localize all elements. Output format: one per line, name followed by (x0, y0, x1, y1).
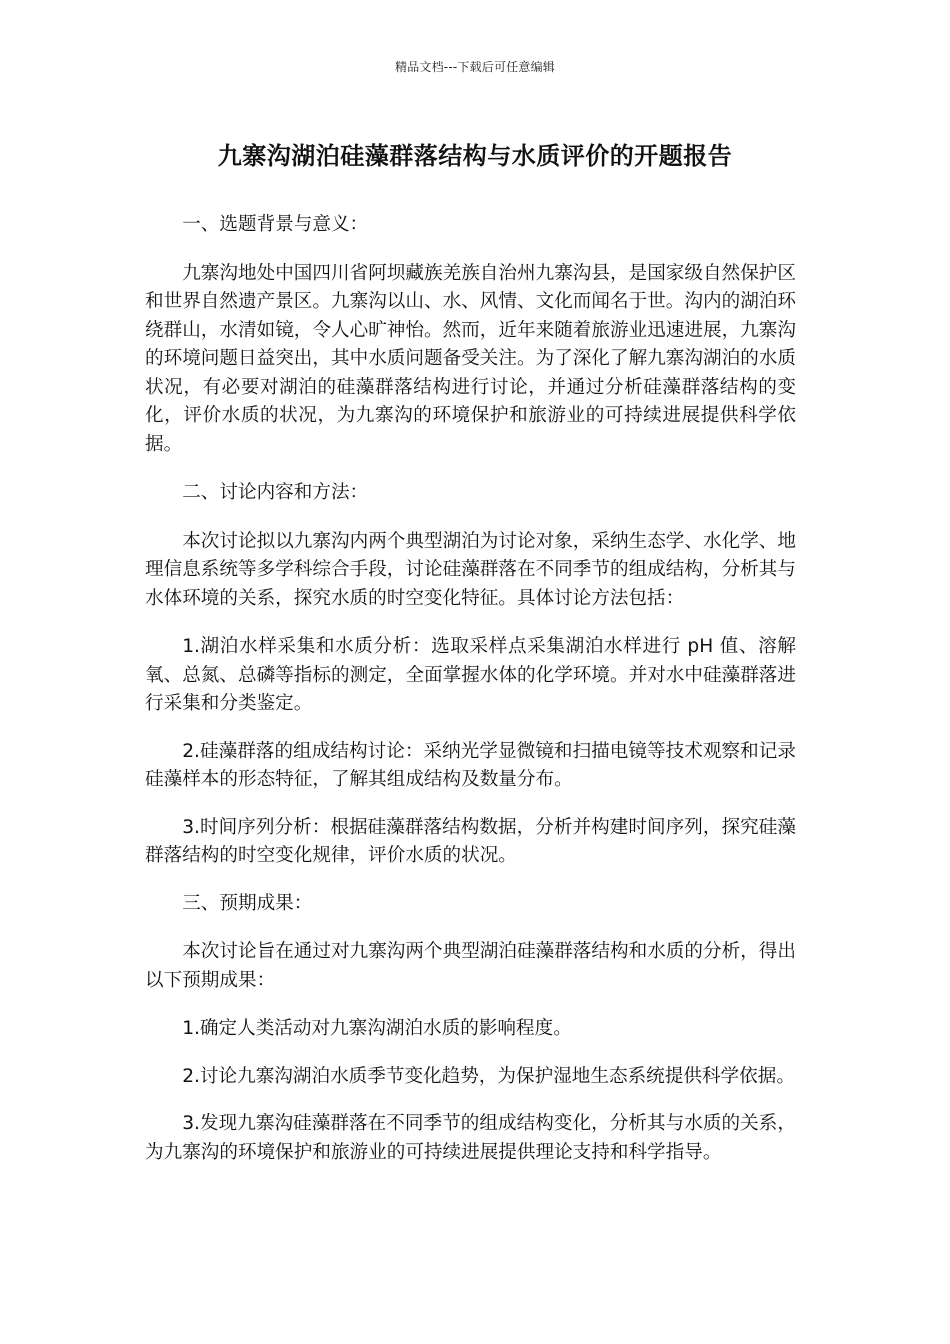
method-item-2: 2.硅藻群落的组成结构讨论：采纳光学显微镜和扫描电镜等技术观察和记录硅藻样本的形态特征，了解其组成结构及数量分布。 (145, 740, 796, 790)
section-heading-methods: 二、讨论内容和方法： (182, 482, 369, 503)
paragraph-results-intro: 本次讨论旨在通过对九寨沟两个典型湖泊硅藻群落结构和水质的分析，得出以下预期成果： (145, 941, 796, 991)
paragraph-methods-intro: 本次讨论拟以九寨沟内两个典型湖泊为讨论对象，采纳生态学、水化学、地理信息系统等多学科综合手段，讨论硅藻群落在不同季节的组成结构，分析其与水体环境的关系，探究水质的时空变化特征。具体讨论方法包括： (145, 530, 796, 609)
paragraph-background: 九寨沟地处中国四川省阿坝藏族羌族自治州九寨沟县，是国家级自然保护区和世界自然遗产景区。九寨沟以山、水、风情、文化而闻名于世。沟内的湖泊环绕群山，水清如镜，令人心旷神怡。然而，近年来随着旅游业迅速进展，九寨沟的环境问题日益突出，其中水质问题备受关注。为了深化了解九寨沟湖泊的水质状况，有必要对湖泊的硅藻群落结构进行讨论，并通过分析硅藻群落结构的变化，评价水质的状况，为九寨沟的环境保护和旅游业的可持续进展提供科学依据。 (145, 262, 796, 455)
document-body (145, 211, 796, 1186)
result-item-3: 3.发现九寨沟硅藻群落在不同季节的组成结构变化，分析其与水质的关系，为九寨沟的环境保护和旅游业的可持续进展提供理论支持和科学指导。 (145, 1113, 796, 1163)
result-item-1: 1.确定人类活动对九寨沟湖泊水质的影响程度。 (182, 1018, 572, 1039)
method-item-1: 1.湖泊水样采集和水质分析：选取采样点采集湖泊水样进行 pH 值、溶解氧、总氮、总磷等指标的测定，全面掌握水体的化学环境。并对水中硅藻群落进行采集和分类鉴定。 (145, 636, 796, 714)
result-item-2: 2.讨论九寨沟湖泊水质季节变化趋势，为保护湿地生态系统提供科学依据。 (182, 1065, 795, 1087)
section-heading-results: 三、预期成果： (182, 892, 313, 914)
document-title: 九寨沟湖泊硅藻群落结构与水质评价的开题报告 (217, 142, 733, 170)
method-item-3: 3.时间序列分析：根据硅藻群落结构数据，分析并构建时间序列，探究硅藻群落结构的时空变化规律，评价水质的状况。 (145, 816, 796, 866)
section-heading-background: 一、选题背景与意义： (182, 214, 369, 235)
page-header: 精品文档---下载后可任意编辑 (395, 60, 555, 74)
